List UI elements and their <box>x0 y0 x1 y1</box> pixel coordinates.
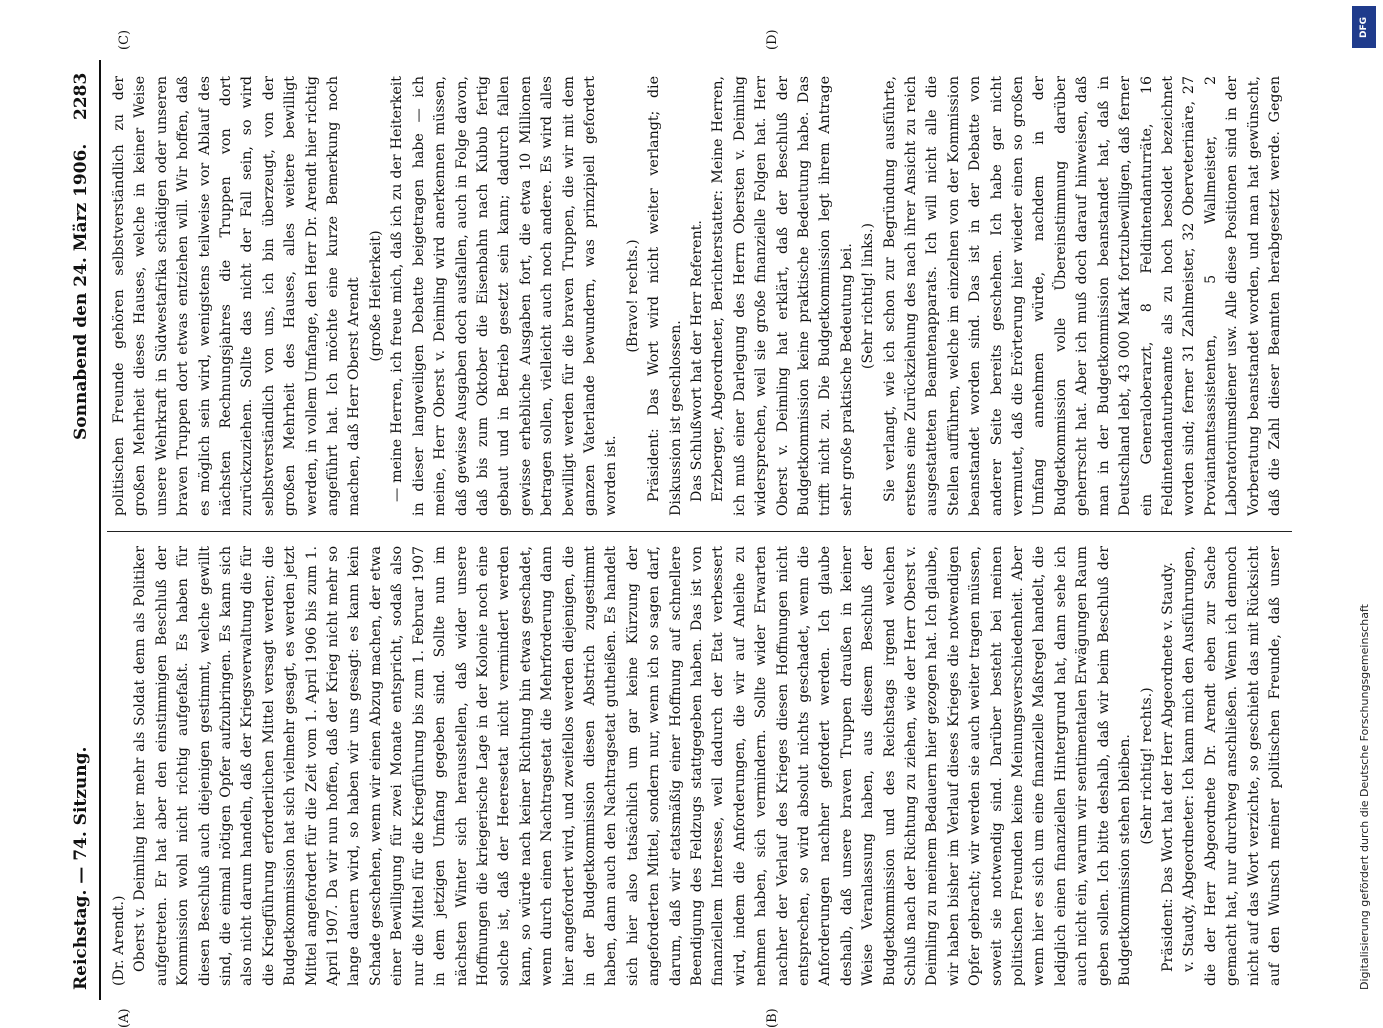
paragraph: — meine Herren, ich freue mich, daß ich zu der Heiterkeit in dieser langweiligen Debatte beigetragen habe — ich meine, Herr Oberst v. Deimling wird anerkennen müssen, daß gewisse Ausgaben doch ausfallen, auch in Folge davon, daß bis zum Oktober die Eisenbahn nach Kubub fertig gebaut und in Betrieb gesetzt sein kann; dadurch fallen gewisse erhebliche Ausgaben fort, die etwa 10 Millionen betragen sollen, vielleicht auch noch andere. Es wird alles bewilligt werden für die braven Truppen, die wir mit dem ganzen Vaterlande bewundern, was prinzipiell gefordert worden ist. <box>389 76 620 516</box>
interjection: (Sehr richtig! links.) <box>860 222 877 370</box>
column-rule <box>107 531 1292 532</box>
dfg-logo: DFG <box>1352 6 1376 48</box>
margin-marker-c: (C) <box>117 29 132 50</box>
paragraph: Präsident: Das Wort wird nicht weiter verlangt; die Diskussion ist geschlossen. <box>646 76 684 516</box>
header-left: Reichstag. — 74. Sitzung. <box>71 746 91 990</box>
interjection: (große Heiterkeit) <box>367 230 384 362</box>
newspaper-page <box>65 0 1305 1028</box>
interjection: (Sehr richtig! rechts.) <box>1138 687 1155 845</box>
header-center: Sonnabend den 24. März 1906. <box>71 143 91 440</box>
right-column <box>109 76 1289 516</box>
page-header <box>65 60 101 1000</box>
interjection: (Bravo! rechts.) <box>624 239 641 353</box>
speaker-continuation: (Dr. Arendt.) <box>111 895 127 986</box>
margin-marker-d: (D) <box>765 29 780 50</box>
page-number: 2283 <box>71 72 91 120</box>
paragraph: Das Schlußwort hat der Herr Referent. <box>688 220 705 502</box>
digitization-footer: Digitalisierung gefördert durch die Deutsche Forschungsgemeinschaft <box>1358 604 1371 990</box>
paragraph: v. Staudy, Abgeordneter: Ich kann mich den Ausführungen, die der Herr Abgeordnete Dr. Arendt eben zur Sache gemacht hat, nur durchweg anschließen. Wenn ich dennoch nicht auf das Wort verzichte, so geschieht das mit Rücksicht auf den Wunsch meiner politischen Freunde, daß unser <box>1181 546 1283 986</box>
paragraph: Oberst v. Deimling hier mehr als Soldat denn als Politiker aufgetreten. Er hat aber den einstimmigen Beschluß der Kommission wohl nicht richtig aufgefaßt. Es haben für diesen Beschluß auch diejenigen gestimmt, welche gewillt sind, die einmal nötigen Opfer aufzubringen. Es kann sich also nicht darum handeln, daß der Kriegsverwaltung die für die Kriegführung erforderlichen Mittel versagt werden; die Budgetkommission hat sich vielmehr gesagt, es werden jetzt Mittel angefordert für die Zeit vom 1. April 1906 bis zum 1. April 1907. Da wir nun hoffen, daß der Krieg nicht mehr so lange dauern wird, so haben wir uns gesagt: es kann kein Schade geschehen, wenn wir einen Abzug machen, der etwa einer Bewilligung für zwei Monate entspricht, sodaß also nur die Mittel für die Kriegführung bis zum 1. Februar 1907 in dem jetzigen Umfang gegeben sind. Sollte nun im nächsten Winter sich herausstellen, daß wider unsere Hoffnungen die kriegerische Lage in der Kolonie noch eine solche ist, daß der Heeresetat nicht vermindert werden kann, so würde nach keiner Richtung hin etwas geschadet, wenn durch einen Nachtragsetat die Mehrforderung dann hier angefordert wird, und zweifellos werden diejenigen, die in der Budgetkommission diesen Abstrich zugestimmt haben, dann auch den Nachtragsetat gutheißen. Es handelt sich hier also tatsächlich um gar keine Kürzung der angeforderten Mittel, sondern nur, wenn ich so sagen darf, darum, daß wir etatsmäßig einer Hoffnung auf schnellere Beendigung des Feldzugs stattgegeben haben. Das ist von finanziellem Interesse, weil dadurch der Etat verbessert wird, indem die Anforderungen, die wir auf Anleihe zu nehmen haben, sich vermindern. Sollte wider Erwarten nachher der Verlauf des Krieges diesen Hoffnungen nicht entsprechen, so wird absolut nichts geschadet, wenn die Anforderungen nachher gefordert werden. Ich glaube deshalb, daß unsere braven Truppen draußen in keiner Weise Veranlassung haben, aus diesem Beschluß der Budgetkommission und des Reichstags irgend welchen Schluß nach der Richtung zu ziehen, wie der Herr Oberst v. Deimling zu meinem Bedauern hier gezogen hat. Ich glaube, wir haben bisher im Verlauf dieses Krieges die notwendigen Opfer gebracht; wir werden sie auch weiter tragen müssen, soweit sie notwendig sind. Darüber besteht bei meinen politischen Freunden keine Meinungsverschiedenheit. Aber wenn hier es sich um eine finanzielle Maßregel handelt, die lediglich einen finanziellen Hintergrund hat, dann sehe ich auch nicht ein, warum wir sentimentalen Erwägungen Raum geben sollen. Ich bitte deshalb, daß wir beim Beschluß der Budgetkommission stehen bleiben. <box>132 546 1134 986</box>
margin-marker-a: (A) <box>117 1008 132 1028</box>
paragraph: Sie verlangt, wie ich schon zur Begründung ausführte, erstens eine Zurückziehung des nach ihrer Ansicht zu reich ausgestatteten Beamtenapparats. Ich will nicht alle die Stellen aufführen, welche im einzelnen von der Kommission beanstandet worden sind. Das ist in der Debatte von anderer Seite bereits geschehen. Ich habe gar nicht vermutet, daß die Erörterung hier wieder einen so großen Umfang annehmen würde, nachdem in der Budgetkommission volle Übereinstimmung darüber geherrscht hat. Aber ich muß doch darauf hinweisen, daß man in der Budgetkommission beanstandet hat, daß in Deutschland lebt, 43 000 Mark fortzubewilligen, daß ferner ein Generaloberarzt, 8 Feldintendanturräte, 16 Feldintendanturbeamte als zu hoch besoldet bezeichnet worden sind; ferner 31 Zahlmeister, 32 Oberveterinäre, 27 Proviantamtsassistenten, 5 Wallmeister, 2 Laboratoriumsdiener usw. Alle diese Positionen sind in der Vorberatung beanstandet worden, und man hat gewünscht, daß die Zahl dieser Beamten herabgesetzt werde. Gegen <box>881 76 1283 516</box>
paragraph: politischen Freunde gehören selbstverständlich zu der großen Mehrheit dieses Hauses, welche in keiner Weise unsere Wehrkraft in Südwestafrika schädigen oder unseren braven Truppen dort etwas entziehen will. Wir hoffen, daß es möglich sein wird, wenigstens teilweise vor Ablauf des nächsten Rechnungsjahres die Truppen von dort zurückzuziehen. Sollte das nicht der Fall sein, so wird selbstverständlich von uns, ich bin überzeugt, von der großen Mehrheit des Hauses, alles weitere bewilligt werden, in vollem Umfange, den Herr Dr. Arendt hier richtig angeführt hat. Ich möchte eine kurze Bemerkung noch machen, daß Herr Oberst Arendt <box>111 76 363 516</box>
paragraph: Erzberger, Abgeordneter, Berichterstatter: Meine Herren, ich muß einer Darlegung des Herrn Obersten v. Deimling widersprechen, weil sie große finanzielle Folgen hat. Herr Oberst v. Deimling hat erklärt, daß der Beschluß der Budgetkommission keine praktische Bedeutung habe. Das trifft nicht zu. Die Budgetkommission legt ihrem Antrage sehr große praktische Bedeutung bei. <box>710 76 855 516</box>
left-column <box>109 546 1289 986</box>
paragraph: Präsident: Das Wort hat der Herr Abgeordnete v. Staudy. <box>1159 562 1176 972</box>
margin-marker-b: (B) <box>765 1008 780 1028</box>
